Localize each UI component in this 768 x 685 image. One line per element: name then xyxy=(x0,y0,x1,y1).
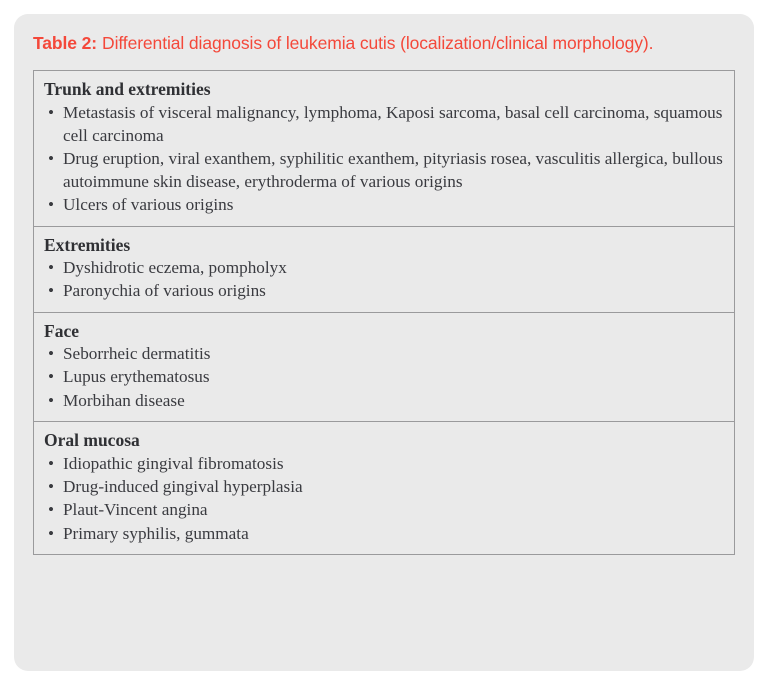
list-item xyxy=(44,280,724,303)
list-item xyxy=(44,453,724,476)
list-item-label: Idiopathic gingival fibromatosis xyxy=(63,453,284,473)
list-item xyxy=(44,148,724,194)
table-caption-label: Table 2: xyxy=(33,33,98,53)
table-section xyxy=(34,313,734,423)
list-item-label: Paronychia of various origins xyxy=(63,281,266,301)
list-item xyxy=(44,499,724,522)
bullet-icon: • xyxy=(48,281,55,301)
diagnosis-list xyxy=(44,453,724,546)
list-item-label: Ulcers of various origins xyxy=(63,195,234,215)
differential-diagnosis-table xyxy=(33,70,735,555)
list-item-label: Drug-induced gingival hyperplasia xyxy=(63,476,303,496)
diagnosis-list xyxy=(44,102,724,217)
diagnosis-list xyxy=(44,257,724,303)
bullet-icon: • xyxy=(48,500,55,520)
list-item-label: Dyshidrotic eczema, pompholyx xyxy=(63,257,287,277)
list-item-label: Seborrheic dermatitis xyxy=(63,344,211,364)
list-item xyxy=(44,390,724,413)
list-item xyxy=(44,343,724,366)
bullet-icon: • xyxy=(48,257,55,277)
list-item xyxy=(44,102,724,148)
table-caption xyxy=(33,32,735,55)
section-header: Oral mucosa xyxy=(44,430,140,451)
bullet-icon: • xyxy=(48,344,55,364)
list-item-label: Primary syphilis, gummata xyxy=(63,523,249,543)
bullet-icon: • xyxy=(48,453,55,473)
table-section xyxy=(34,422,734,554)
table-figure-card xyxy=(14,14,754,671)
bullet-icon: • xyxy=(48,102,55,122)
list-item-label: Metastasis of visceral malignancy, lymphoma, Kaposi sarcoma, basal cell carcinoma, squamous cell carcinoma xyxy=(63,102,723,145)
list-item xyxy=(44,523,724,546)
bullet-icon: • xyxy=(48,148,55,168)
section-header: Trunk and extremities xyxy=(44,79,211,100)
table-section xyxy=(34,227,734,313)
table-section xyxy=(34,71,734,226)
diagnosis-list xyxy=(44,343,724,413)
bullet-icon: • xyxy=(48,523,55,543)
bullet-icon: • xyxy=(48,195,55,215)
section-header: Face xyxy=(44,320,79,341)
bullet-icon: • xyxy=(48,390,55,410)
list-item-label: Lupus erythematosus xyxy=(63,367,210,387)
list-item xyxy=(44,257,724,280)
bullet-icon: • xyxy=(48,367,55,387)
section-header: Extremities xyxy=(44,234,131,255)
list-item-label: Drug eruption, viral exanthem, syphilitic exanthem, pityriasis rosea, vasculitis allergica, bullous autoimmune skin disease, erythroderma of various origins xyxy=(63,148,723,191)
list-item xyxy=(44,194,724,217)
list-item xyxy=(44,366,724,389)
list-item xyxy=(44,476,724,499)
list-item-label: Plaut-Vincent angina xyxy=(63,500,208,520)
bullet-icon: • xyxy=(48,476,55,496)
list-item-label: Morbihan disease xyxy=(63,390,185,410)
table-caption-text: Differential diagnosis of leukemia cutis (localization/clinical morphology). xyxy=(102,33,654,53)
